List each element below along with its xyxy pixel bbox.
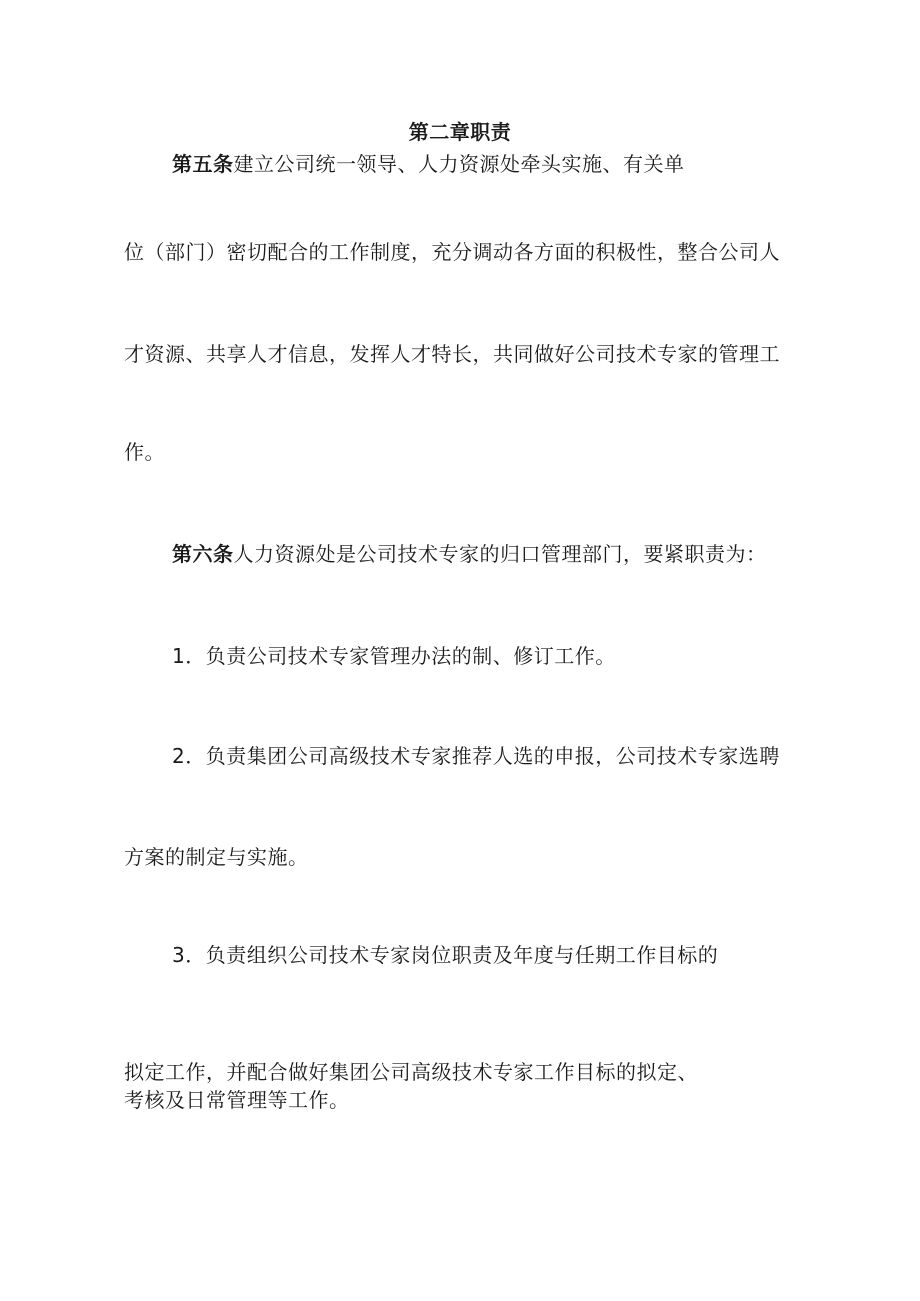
article-6-first-line [172, 540, 767, 568]
chapter-title: 第二章职责 [408, 120, 512, 144]
article-6-item-2-line-2: 方案的制定与实施。 [124, 845, 309, 869]
article-6-item-3-line-3: 考核及日常管理等工作。 [124, 1088, 350, 1112]
article-5-first-line [172, 150, 685, 178]
article-5-text-1: 建立公司统一领导、人力资源处牵头实施、有关单 [233, 152, 685, 176]
article-6-item-1: 1．负责公司技术专家管理办法的制、修订工作。 [172, 644, 616, 668]
article-6-label: 第六条 [172, 542, 234, 566]
article-5-text-3: 才资源、共享人才信息，发挥人才特长，共同做好公司技术专家的管理工 [124, 342, 780, 366]
article-6-item-3-line-2: 拟定工作，并配合做好集团公司高级技术专家工作目标的拟定、 [124, 1060, 698, 1084]
article-5-label: 第五条 [172, 152, 234, 176]
article-5-text-2: 位（部门）密切配合的工作制度，充分调动各方面的积极性，整合公司人 [124, 240, 780, 264]
article-6-text-1: 人力资源处是公司技术专家的归口管理部门，要紧职责为： [233, 542, 767, 566]
article-6-item-2-line-1: 2．负责集团公司高级技术专家推荐人选的申报，公司技术专家选聘 [172, 744, 780, 768]
article-6-item-3-line-1: 3．负责组织公司技术专家岗位职责及年度与任期工作目标的 [172, 943, 719, 967]
article-5-text-4: 作。 [124, 440, 165, 464]
